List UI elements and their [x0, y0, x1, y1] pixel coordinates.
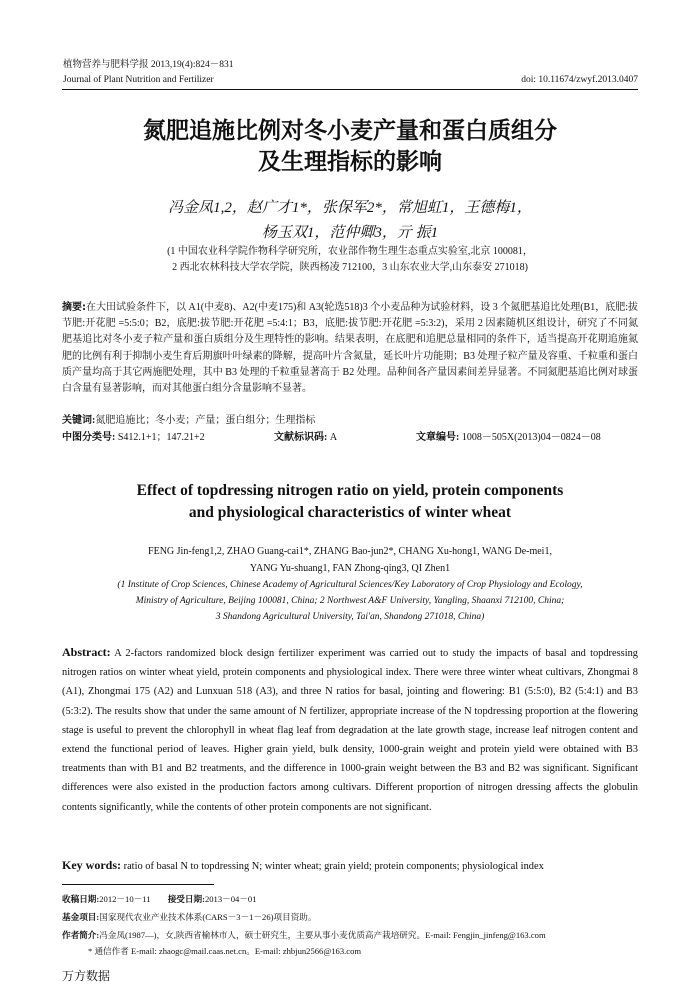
abstract-en-label: Abstract: — [62, 645, 111, 659]
footnote-corresponding: * 通信作者 E-mail: zhaogc@mail.caas.net.cn。E-mail: zhbjun2566@163.com — [88, 946, 362, 956]
title-cn-line2: 及生理指标的影响 — [258, 149, 442, 175]
authors-cn-line1: 冯金凤1,2，赵广才1*，张保军2*，常旭虹1，王德梅1， — [168, 200, 532, 216]
affiliation-en-line1: (1 Institute of Crop Sciences, Chinese Academy of Agricultural Sciences/Key Laboratory of Crop Physiology and Ecology, — [117, 580, 583, 590]
title-en-line1: Effect of topdressing nitrogen ratio on yield, protein components — [136, 482, 564, 499]
abstract-cn-text: 在大田试验条件下，以 A1(中麦8)、A2(中麦175)和 A3(轮选518)3 个小麦品种为试验材料，设 3 个氮肥基追比处理(B1，底肥:拔节肥:开花肥 =5:5:0；B2，底肥:拔节肥:开花肥 =5:4:1；B3，底肥:拔节肥:开花肥 =5:3:2)，采用 2 因素随机区组设计，研究了不同氮肥基追比对冬小麦子粒产量和蛋白质组分及生理特性的影响。结果表明，在底肥和追肥总量相同的条件下，适当提高开花期追施氮肥的比例有利于抑制小麦生育后期旗叶叶绿素的降解，提高叶片含氮量，延长叶片功能期；B3 处理子粒产量及容重、千粒重和蛋白质产量均高于其它两施肥处理，其中 B3 处理的千粒重显著高于 B2 处理。品种间各产量因素间差异显著。不同氮肥基追比例对球蛋白含量有显著影响，而对其他蛋白组分含量影响不显著。 — [62, 302, 638, 395]
abstract-en — [62, 643, 638, 817]
keywords-en-text: ratio of basal N to topdressing N; winter wheat; grain yield; protein components; physiological index — [123, 861, 544, 872]
affiliation-cn-line1: (1 中国农业科学院作物科学研究所，农业部作物生理生态重点实验室,北京 100081， — [167, 246, 533, 257]
clc-code: 中图分类号: S412.1+1；147.21+2 — [62, 432, 205, 443]
title-en-line2: and physiological characteristics of winter wheat — [188, 504, 512, 521]
keywords-cn — [62, 411, 315, 426]
affiliation-en-line3: 3 Shandong Agricultural University, Tai'an, Shandong 271018, China) — [215, 612, 485, 622]
keywords-en — [62, 858, 638, 873]
affiliation-en-line2: Ministry of Agriculture, Beijing 100081, China; 2 Northwest A&F University, Yangling, Shaanxi 712100, China; — [135, 596, 565, 606]
footnote-dates: 收稿日期:2012－10－11 接受日期:2013－04－01 — [62, 894, 257, 904]
doi: doi: 10.11674/zwyf.2013.0407 — [521, 75, 638, 85]
authors-en-line1: FENG Jin-feng1,2, ZHAO Guang-cai1*, ZHANG Bao-jun2*, CHANG Xu-hong1, WANG De-mei1, — [148, 546, 552, 557]
keywords-cn-text: 氮肥追施比；冬小麦；产量；蛋白组分；生理指标 — [95, 415, 316, 426]
abstract-en-text: A 2-factors randomized block design fertilizer experiment was carried out to study the impacts of basal and topdressing nitrogen ratios on winter wheat yield, protein components and physiological index. There were three winter wheat cultivars, Zhongmai 8 (A1), Zhongmai 175 (A2) and Lunxuan 518 (A3), and three N ratios for basal, jointing and flowering: B1 (5:5:0), B2 (5:4:1) and B3 (5:3:2). The results show that under the same amount of N fertilizer, appropriate increase of the N topdressing proportion at the flowering stage is useful to prevent the chlorophyll in wheat flag leaf from degradation at the late growth stage, increase leaf nitrogen content and extend the functional period of leaves. Higher grain yield, bulk density, 1000-grain weight and protein yield were obtained with B3 treatments than with B1 and B2 treatments, and the difference in 1000-grain weight between the B3 and B2 was significant. Significant differences were also existed in the production factors among cultivars. Different proportion of nitrogen dressing affects the globulin contents significantly, while the contents of other protein components are not significant. — [62, 648, 638, 813]
keywords-en-label: Key words: — [62, 858, 121, 872]
authors-cn-line2: 杨玉双1，范仲卿3，亓 振1 — [261, 225, 439, 241]
article-number: 文章编号: 1008－505X(2013)04－0824－08 — [416, 432, 601, 443]
footnote-rule — [62, 884, 214, 885]
document-code: 文献标识码: A — [274, 432, 338, 443]
journal-header-en: Journal of Plant Nutrition and Fertilizer — [63, 75, 214, 85]
journal-header-cn: 植物营养与肥料学报 2013,19(4):824－831 — [63, 60, 234, 70]
keywords-cn-label: 关键词: — [62, 415, 96, 426]
watermark-text: 万方数据 — [62, 969, 111, 983]
authors-en-line2: YANG Yu-shuang1, FAN Zhong-qing3, QI Zhen1 — [249, 563, 451, 574]
title-cn-line1: 氮肥追施比例对冬小麦产量和蛋白质组分 — [143, 118, 557, 144]
affiliation-cn-line2: 2 西北农林科技大学农学院，陕西杨凌 712100，3 山东农业大学,山东泰安 271018) — [172, 262, 528, 273]
abstract-cn-label: 摘要: — [62, 302, 87, 313]
header-rule — [62, 89, 638, 90]
abstract-cn — [62, 300, 638, 397]
footnote-fund: 基金项目:国家现代农业产业技术体系(CARS－3－1－26)项目资助。 — [62, 912, 317, 922]
footnote-author: 作者简介:冯金凤(1987—)，女,陕西省榆林市人，硕士研究生，主要从事小麦优质高产栽培研究。E-mail: Fengjin_jinfeng@163.com — [62, 930, 546, 940]
